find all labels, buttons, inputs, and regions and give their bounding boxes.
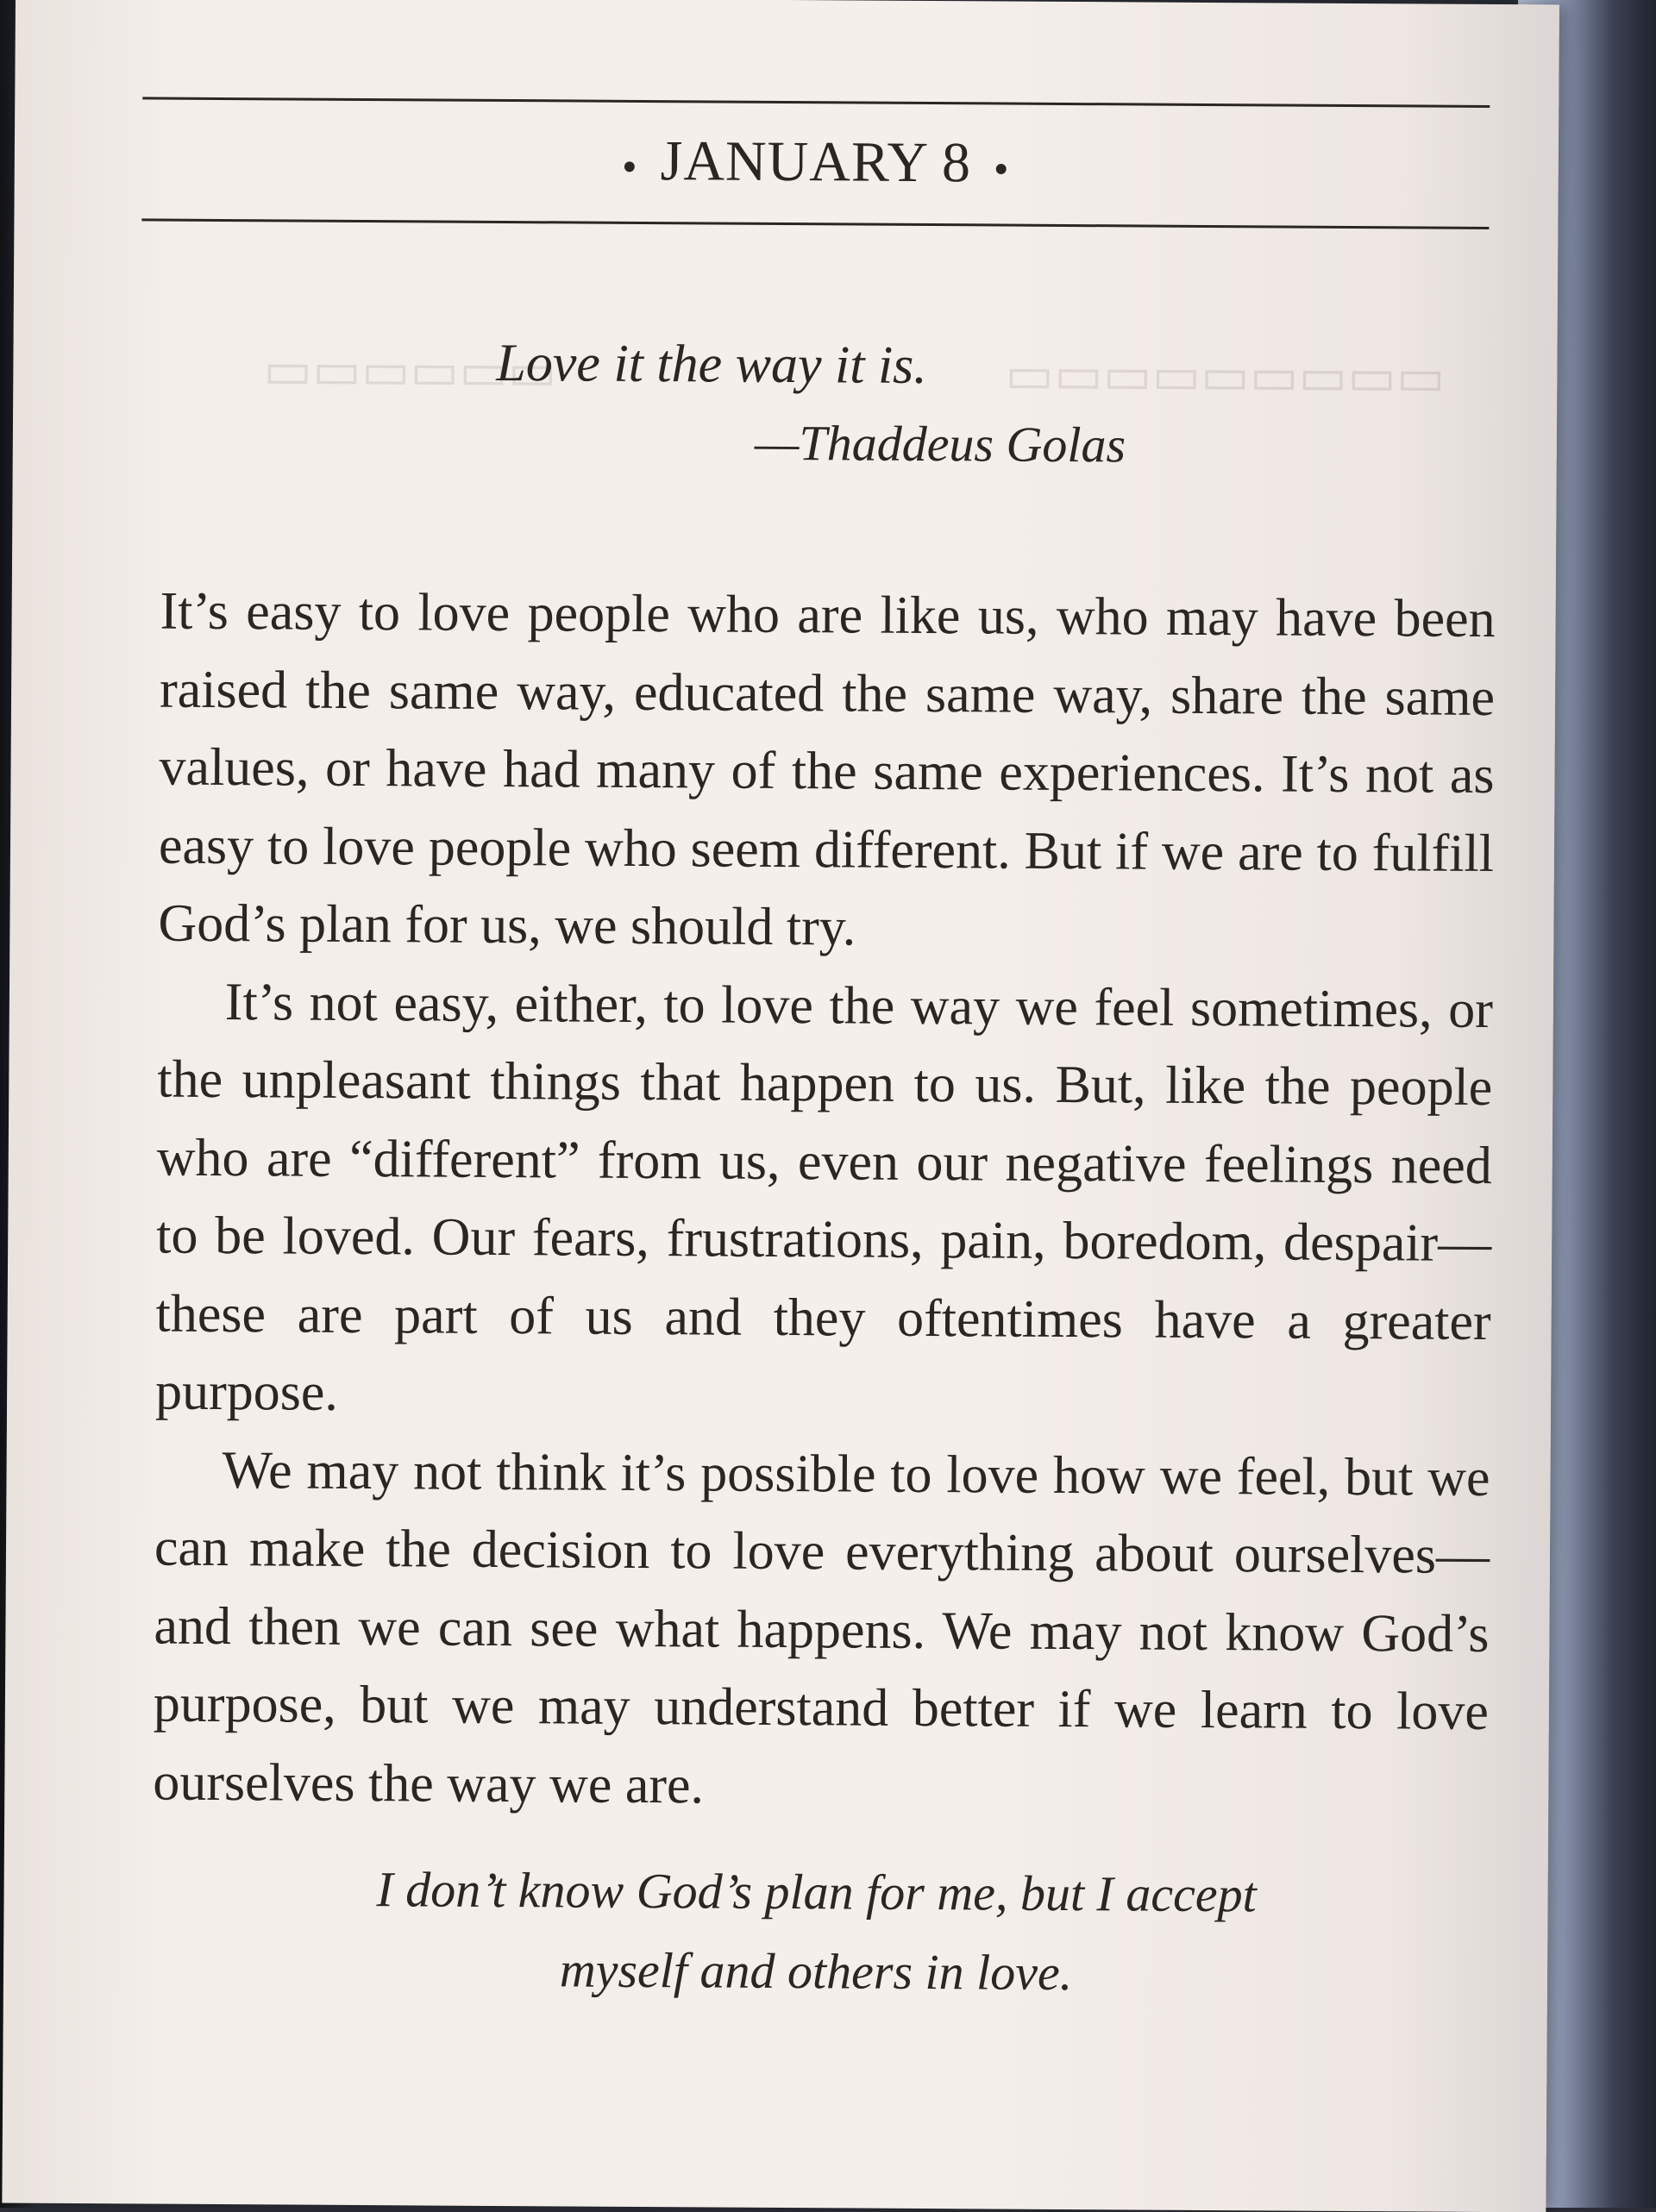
page-title: JANUARY 8 <box>660 129 972 195</box>
closing-line-2: myself and others in love. <box>559 1941 1073 2002</box>
bleed-through-decoration: ▭▭▭▭▭▭ <box>263 342 557 401</box>
header-rule-bottom <box>141 218 1489 229</box>
closing-line-1: I don’t know God’s plan for me, but I accept <box>376 1861 1257 1923</box>
header-bullet-left: • <box>621 141 638 191</box>
bleed-through-decoration: ▭▭▭▭▭▭▭▭▭ <box>1005 346 1446 406</box>
closing-affirmation <box>238 1849 1395 2015</box>
body-text <box>153 573 1496 1829</box>
body-paragraph-3: We may not think it’s possible to love how we feel, but we can make the decision to love everything about ourselves—and then we can see what happens. We may not know God’s purpose, but we may understand better if we learn to love ourselves the way we are. <box>153 1440 1490 1814</box>
epigraph-author: —Thaddeus Golas <box>754 414 1126 473</box>
book-page <box>2 0 1559 2212</box>
page-header <box>142 125 1490 199</box>
header-bullet-right: • <box>993 144 1010 193</box>
body-paragraph-2: It’s not easy, either, to love the way we feel sometimes, or the unpleasant things that happen to us. But, like the people who are “different” from us, even our negative feelings need to be loved. Our fears, frustrations, pain, boredom, despair—these are part of us and they oftentimes have a greater purpose. <box>154 972 1494 1422</box>
epigraph-quote: Love it the way it is. <box>496 333 928 395</box>
body-paragraph-1: It’s easy to love people who are like us, who may have been raised the same way, educated the same way, share the same values, or have had many of the same experiences. It’s not as easy to love people who seem different. But if we are to fulfill God’s plan for us, we should try. <box>158 581 1496 957</box>
header-rule-top <box>142 97 1490 108</box>
